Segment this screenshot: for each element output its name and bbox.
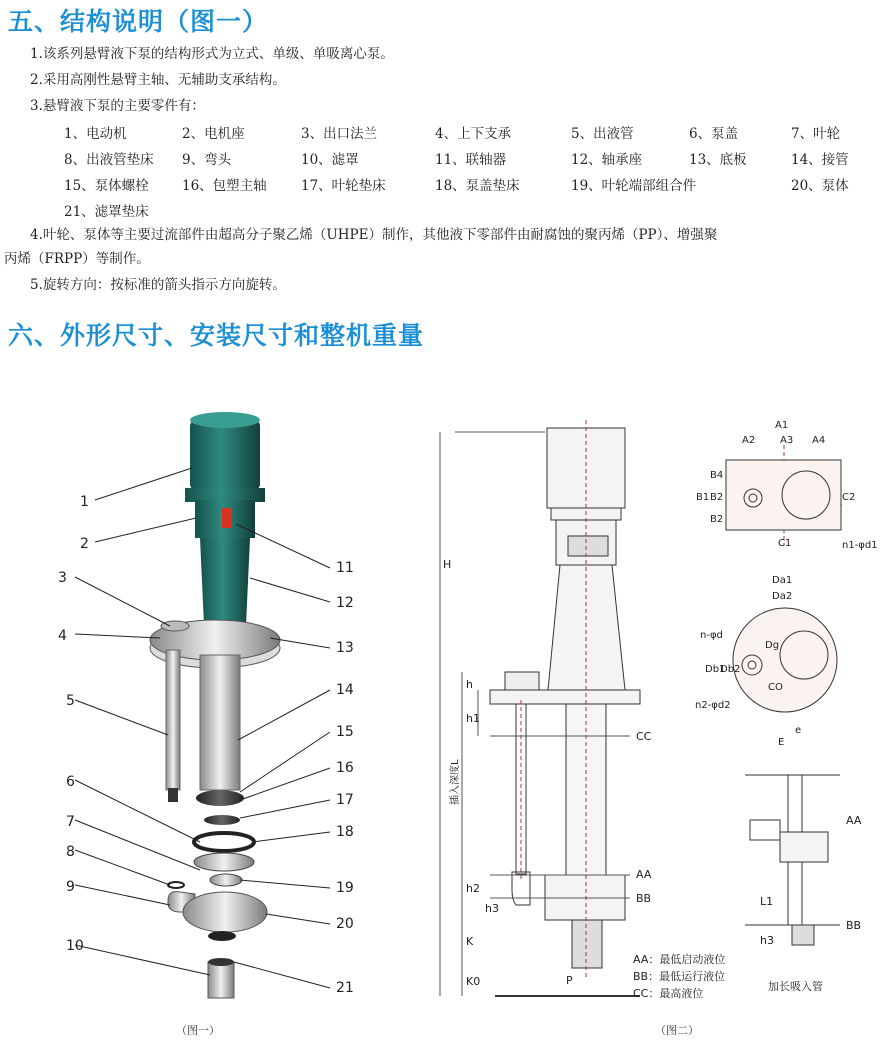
dim-label: h3 (760, 934, 774, 947)
callout-label: 5 (66, 693, 75, 709)
dim-label: H (443, 558, 452, 571)
figure-2-caption: （图二） (655, 1024, 699, 1037)
dim-label: Da2 (772, 591, 793, 602)
dim-label: BB (636, 892, 652, 905)
dim-label: Db2 (720, 664, 741, 675)
legend-item: BB：最低运行液位 (633, 970, 726, 983)
dim-label: e (795, 725, 802, 736)
dim-label: E (778, 737, 785, 748)
dim-label: Dg (765, 640, 780, 651)
callout-label: 2 (80, 536, 89, 552)
connecting-pipe (200, 655, 240, 790)
dim-label: CC (636, 730, 652, 743)
part-item: 13、底板 (689, 152, 747, 168)
section-5-title: 五、结构说明（图一） (8, 7, 269, 36)
parts-row (64, 148, 864, 174)
dim-label: C1 (778, 538, 792, 549)
part-item: 6、泵盖 (689, 126, 739, 142)
dim-label: K (466, 935, 474, 948)
dim-label: BB (846, 919, 862, 932)
callout-label: 15 (336, 724, 354, 740)
pump-cover (194, 853, 254, 871)
part-item: 1、电动机 (64, 126, 127, 142)
dim-label: C2 (842, 492, 856, 503)
extended-suction-title: 加长吸入管 (768, 980, 823, 993)
parts-row (64, 200, 864, 226)
callout-label: 17 (336, 792, 354, 808)
impeller-gasket (204, 815, 240, 825)
part-item: 19、叶轮端部组合件 (571, 178, 697, 194)
callout-label: 21 (336, 980, 354, 996)
figure-1-caption: （图一） (176, 1024, 220, 1037)
dim-label: Db1 (705, 664, 726, 675)
callout-label: 10 (66, 938, 84, 954)
callout-label: 12 (336, 595, 354, 611)
dim-label: A1 (775, 420, 789, 431)
callout-label: 1 (80, 494, 89, 510)
pump-bolt-ring (196, 790, 244, 806)
parts-row (64, 122, 864, 148)
desc-item-5: 5.旋转方向：按标准的箭头指示方向旋转。 (30, 277, 286, 293)
legend-item: CC：最高液位 (633, 987, 704, 1000)
side-view-labels (443, 558, 652, 988)
part-item: 15、泵体螺栓 (64, 178, 149, 194)
base-plate-view (726, 460, 841, 530)
desc-item-1: 1.该系列悬臂液下泵的结构形式为立式、单级、单吸离心泵。 (30, 46, 394, 62)
callout-label: 7 (66, 814, 75, 830)
callout-label: 3 (58, 570, 67, 586)
dim-label: A3 (780, 435, 794, 446)
pump-body (168, 892, 267, 941)
cover-gasket (194, 833, 254, 851)
callout-label: 6 (66, 774, 75, 790)
dim-label: K0 (466, 975, 481, 988)
dim-label: h (466, 678, 473, 691)
dim-label: B2 (710, 492, 724, 503)
dim-label: B4 (710, 470, 724, 481)
dim-label: n2-φd2 (695, 700, 731, 711)
dim-label: 插入深度L (450, 759, 461, 805)
outlet-pipe (166, 650, 180, 790)
callout-label: 11 (336, 560, 354, 576)
flange-view (733, 608, 837, 712)
part-item: 7、叶轮 (791, 126, 841, 142)
dim-label: A4 (812, 435, 826, 446)
pipe-gasket (168, 882, 184, 888)
part-item: 16、包塑主轴 (182, 178, 267, 194)
dim-label: L1 (760, 895, 774, 908)
figure-2-dimension-drawing (420, 400, 885, 1020)
callout-label: 13 (336, 640, 354, 656)
callout-label: 8 (66, 844, 75, 860)
figure-1-exploded-view (0, 400, 420, 1020)
desc-item-2: 2.采用高刚性悬臂主轴、无辅助支承结构。 (30, 72, 286, 88)
strainer (208, 958, 234, 998)
callout-label: 20 (336, 916, 354, 932)
callout-label: 18 (336, 824, 354, 840)
desc-item-3: 3.悬臂液下泵的主要零件有： (30, 98, 205, 114)
part-item: 5、出液管 (571, 126, 634, 142)
dim-label: h1 (466, 712, 480, 725)
part-item: 20、泵体 (791, 178, 849, 194)
callout-label: 14 (336, 682, 354, 698)
part-item: 21、滤罩垫床 (64, 204, 149, 220)
impeller (210, 874, 242, 886)
part-item: 12、轴承座 (571, 152, 643, 168)
dim-label: n-φd (700, 630, 723, 641)
part-item: 10、滤罩 (301, 152, 359, 168)
extended-suction-view (745, 775, 840, 945)
dim-label: B2 (710, 514, 724, 525)
callout-label: 9 (66, 879, 75, 895)
dim-label: Da1 (772, 575, 793, 586)
part-item: 8、出液管垫床 (64, 152, 154, 168)
dim-label: h3 (485, 902, 499, 915)
part-item: 4、上下支承 (435, 126, 512, 142)
part-item: 18、泵盖垫床 (435, 178, 520, 194)
part-item: 17、叶轮垫床 (301, 178, 386, 194)
dim-label: P (566, 974, 573, 987)
part-item: 9、弯头 (182, 152, 232, 168)
callout-label: 19 (336, 880, 354, 896)
part-item: 2、电机座 (182, 126, 245, 142)
side-view (490, 428, 640, 996)
dim-label: h2 (466, 882, 480, 895)
dim-label: B1 (696, 492, 710, 503)
dim-label: AA (636, 868, 652, 881)
pipe-end (168, 788, 178, 802)
desc-item-4-line1: 4.叶轮、泵体等主要过流部件由超高分子聚乙烯（UHPE）制作，其他液下零部件由耐腐蚀的聚丙烯（PP）、增强聚 (30, 227, 718, 243)
part-item: 14、接管 (791, 152, 849, 168)
callout-label: 4 (58, 628, 67, 644)
dim-label: n1-φd1 (842, 540, 878, 551)
callout-label: 16 (336, 760, 354, 776)
dim-label: CO (768, 682, 783, 693)
desc-item-4-line2: 丙烯（FRPP）等制作。 (4, 251, 150, 267)
section-6-title: 六、外形尺寸、安装尺寸和整机重量 (8, 321, 425, 350)
legend-item: AA：最低启动液位 (633, 953, 726, 966)
part-item: 3、出口法兰 (301, 126, 378, 142)
dim-label: AA (846, 814, 862, 827)
parts-list (64, 122, 864, 226)
parts-row (64, 174, 864, 200)
motor-assembly (185, 412, 265, 625)
dim-label: A2 (742, 435, 756, 446)
level-legend (633, 952, 725, 1000)
part-item: 11、联轴器 (435, 152, 507, 168)
